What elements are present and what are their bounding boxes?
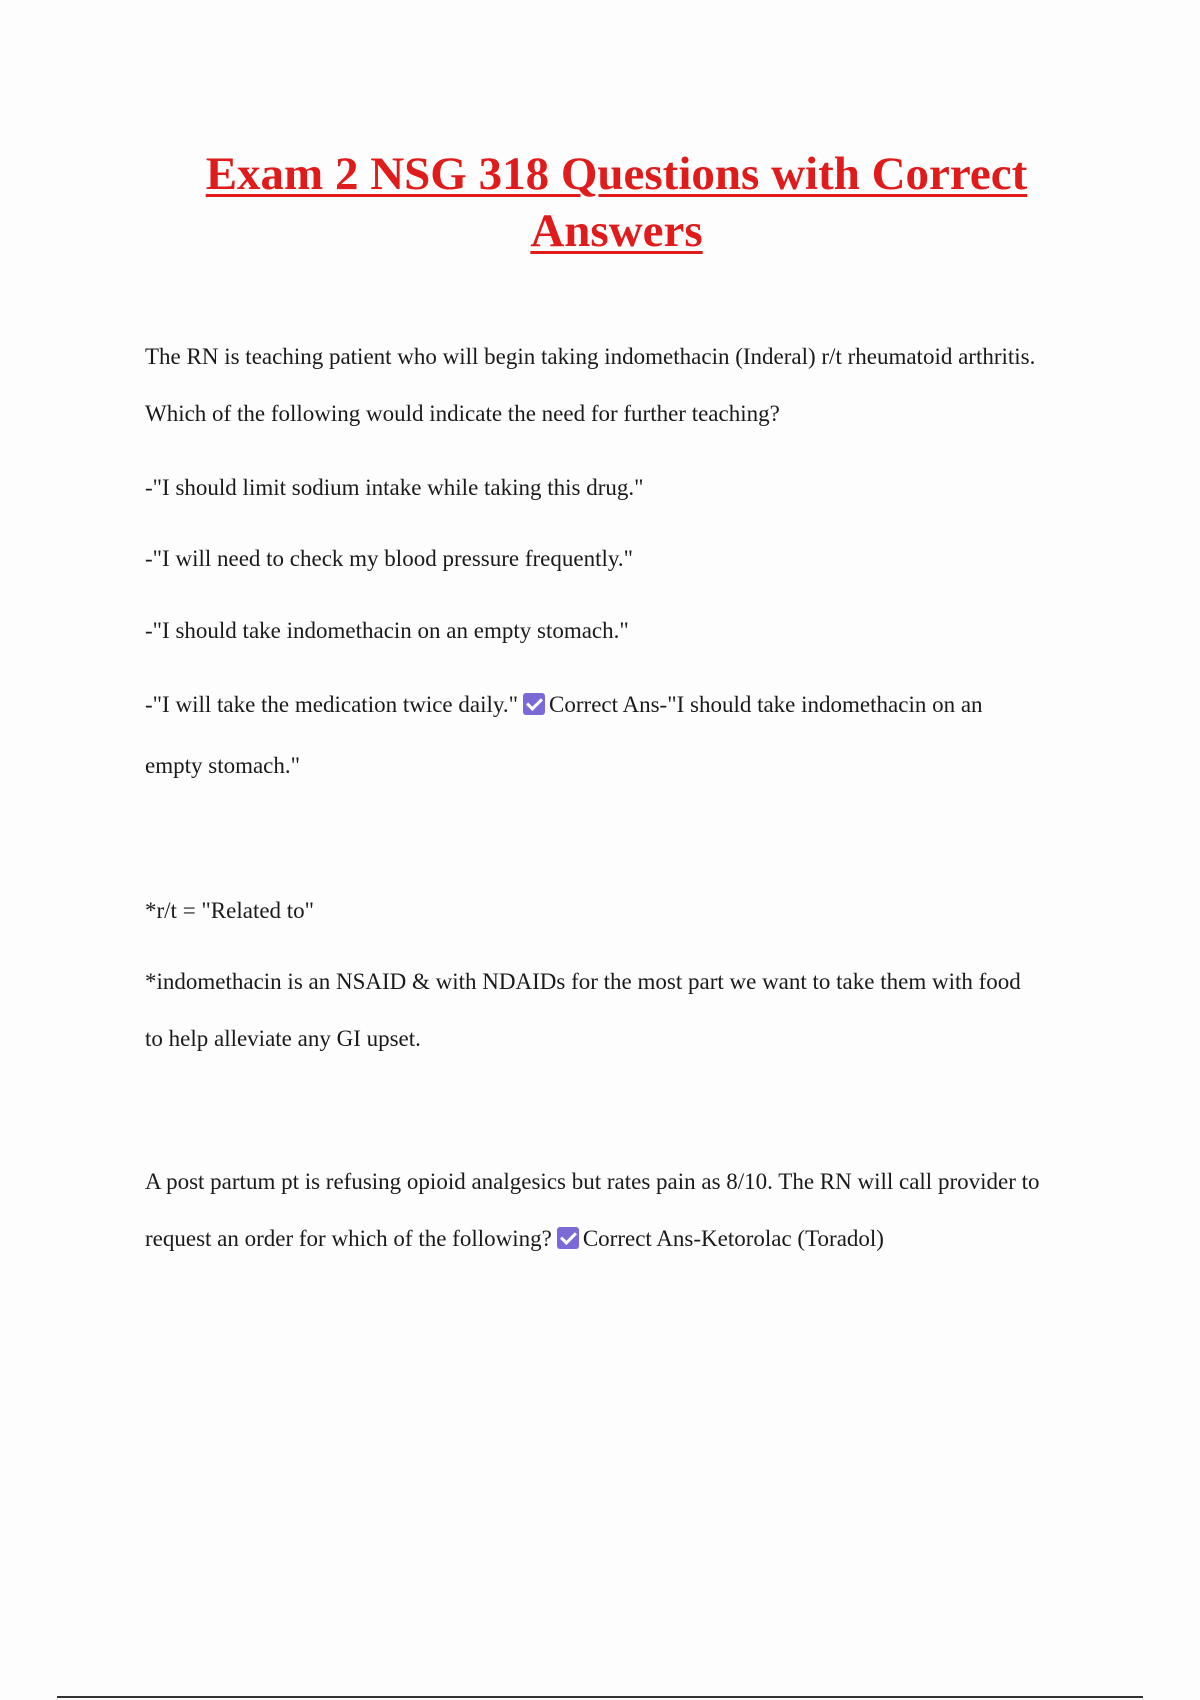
question-1-stem-line-1: The RN is teaching patient who will begin taking indomethacin (Inderal) r/t rheumatoid arthritis. [145, 344, 1036, 369]
footer-divider [57, 1696, 1143, 1698]
question-1-note-2-line-2: to help alleviate any GI upset. [145, 1026, 421, 1051]
question-1-option-4-with-answer [145, 692, 1095, 718]
question-1-option-3: -"I should take indomethacin on an empty stomach." [145, 618, 629, 643]
question-1-option-4: -"I will take the medication twice daily." [145, 692, 519, 717]
question-1-note-2 [145, 953, 1095, 1067]
question-1-answer-part-2: empty stomach." [145, 753, 301, 778]
question-2 [145, 1153, 1095, 1267]
question-1-option-2: -"I will need to check my blood pressure frequently." [145, 546, 633, 571]
check-box-icon [523, 693, 545, 715]
check-box-icon [557, 1227, 579, 1249]
question-1-stem-line-2: Which of the following would indicate the need for further teaching? [145, 401, 780, 426]
question-1-answer-part-1: Correct Ans-"I should take indomethacin on an [549, 692, 983, 717]
question-1-option-1: -"I should limit sodium intake while taking this drug." [145, 475, 644, 500]
question-1-note-1: *r/t = "Related to" [145, 898, 315, 923]
question-2-stem-line-2: request an order for which of the following? [145, 1226, 552, 1251]
question-2-answer: Correct Ans-Ketorolac (Toradol) [582, 1226, 884, 1251]
question-2-stem-line-1: A post partum pt is refusing opioid analgesics but rates pain as 8/10. The RN will call provider to [145, 1169, 1040, 1194]
document-title: Exam 2 NSG 318 Questions with Correct Answers [205, 148, 1028, 257]
question-1-stem [145, 328, 1095, 442]
question-1-note-2-line-1: *indomethacin is an NSAID & with NDAIDs for the most part we want to take them with food [145, 969, 1021, 994]
